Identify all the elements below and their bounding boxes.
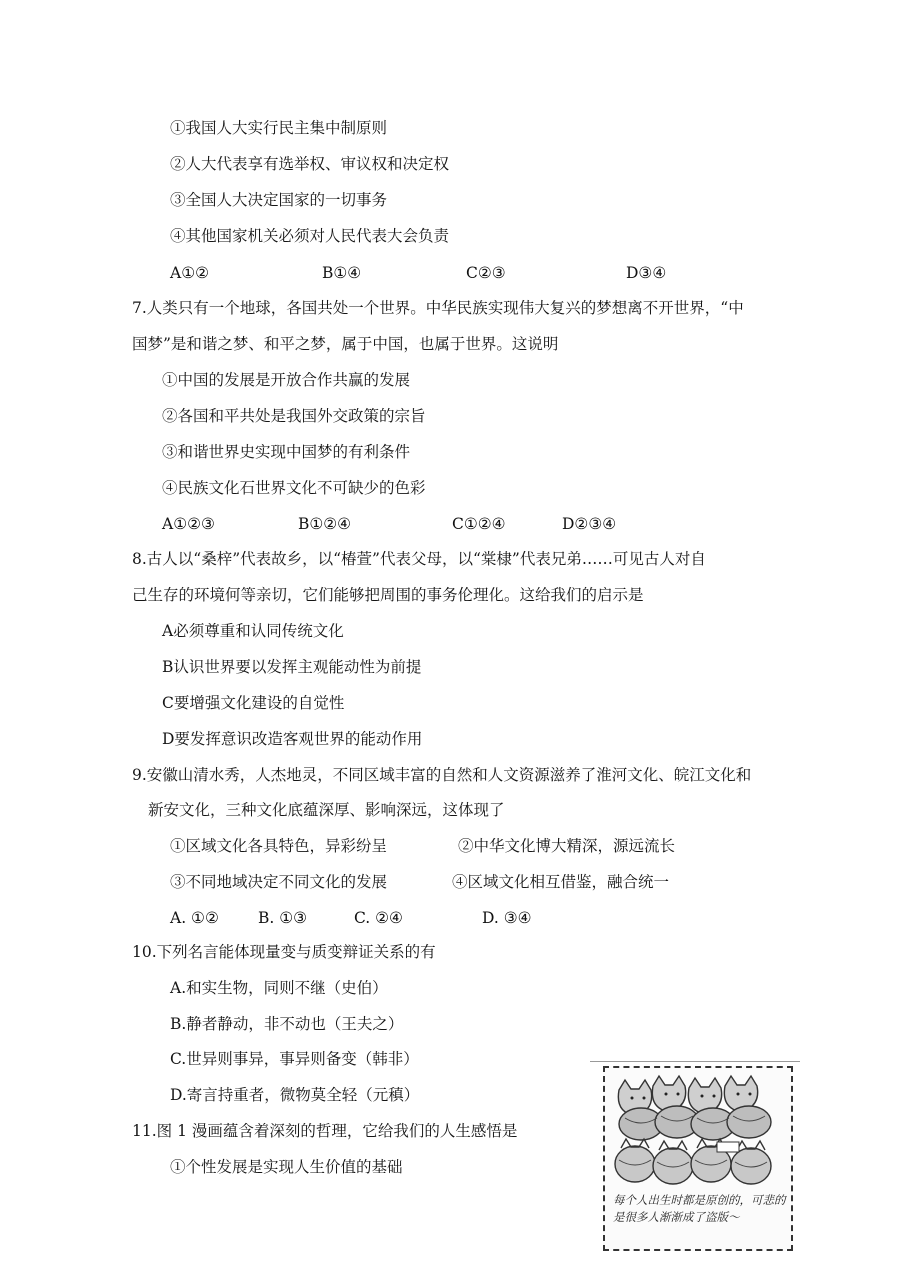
q7-item-3: ③和谐世界史实现中国梦的有利条件 [162, 443, 411, 461]
q6-item-2: ②人大代表享有选举权、审议权和决定权 [170, 155, 450, 173]
q6-options [0, 263, 910, 283]
q8-option-a: A必须尊重和认同传统文化 [162, 622, 344, 640]
q9-option-c: C. ②④ [354, 909, 403, 927]
q7-option-b: B①②④ [298, 515, 352, 533]
q9-item-4: ④区域文化相互借鉴，融合统一 [452, 873, 670, 891]
q7-item-2: ②各国和平共处是我国外交政策的宗旨 [162, 407, 426, 425]
q10-stem: 10.下列名言能体现量变与质变辩证关系的有 [132, 943, 436, 961]
q7-item-1: ①中国的发展是开放合作共赢的发展 [162, 371, 411, 389]
q7-stem-line-2: 国梦”是和谐之梦、和平之梦，属于中国，也属于世界。这说明 [132, 335, 559, 353]
q9-option-b: B. ①③ [258, 909, 308, 927]
q10-option-a: A.和实生物，同则不继（史伯） [170, 979, 388, 997]
cartoon-cats-drawing [605, 1068, 791, 1188]
q11-stem: 11.图 1 漫画蕴含着深刻的哲理，它给我们的人生感悟是 [132, 1122, 518, 1140]
q10-option-c: C.世异则事异，事异则备变（韩非） [170, 1050, 419, 1068]
q10-option-d: D.寄言持重者，微物莫全轻（元稹） [170, 1086, 420, 1104]
q7-stem-line-1: 7.人类只有一个地球，各国共处一个世界。中华民族实现伟大复兴的梦想离不开世界，“中 [132, 299, 744, 317]
q8-stem-line-1: 8.古人以“桑梓”代表故乡，以“椿萱”代表父母，以“棠棣”代表兄弟……可见古人对自 [132, 550, 706, 568]
q9-option-a: A. ①② [170, 909, 219, 927]
q7-options [0, 514, 910, 534]
cartoon-caption: 每个人出生时都是原创的，可悲的是很多人渐渐成了盗版～ [613, 1193, 786, 1224]
q6-item-3: ③全国人大决定国家的一切事务 [170, 191, 388, 209]
q6-option-b: B①④ [322, 264, 362, 282]
q8-option-c: C要增强文化建设的自觉性 [162, 694, 345, 712]
figure-top-rule [590, 1061, 800, 1062]
q9-item-3: ③不同地域决定不同文化的发展 [170, 873, 388, 891]
q11-item-1: ①个性发展是实现人生价值的基础 [170, 1158, 403, 1176]
q9-stem-line-1: 9.安徽山清水秀，人杰地灵，不同区域丰富的自然和人文资源滋养了淮河文化、皖江文化和 [132, 766, 752, 784]
q7-option-c: C①②④ [452, 515, 506, 533]
q9-item-1: ①区域文化各具特色，异彩纷呈 [170, 837, 388, 855]
q6-option-d: D③④ [626, 264, 667, 282]
q9-stem-line-2: 新安文化，三种文化底蕴深厚、影响深远，这体现了 [148, 801, 505, 819]
q6-item-4: ④其他国家机关必须对人民代表大会负责 [170, 227, 450, 245]
q9-option-d: D. ③④ [482, 909, 532, 927]
q8-stem-line-2: 己生存的环境何等亲切，它们能够把周围的事务伦理化。这给我们的启示是 [132, 586, 644, 604]
q7-item-4: ④民族文化石世界文化不可缺少的色彩 [162, 479, 426, 497]
q7-option-a: A①②③ [162, 515, 215, 533]
cartoon-figure [603, 1066, 793, 1251]
q8-option-b: B认识世界要以发挥主观能动性为前提 [162, 658, 422, 676]
q6-option-c: C②③ [466, 264, 506, 282]
q6-item-1: ①我国人大实行民主集中制原则 [170, 119, 388, 137]
q9-item-2: ②中华文化博大精深，源远流长 [458, 837, 676, 855]
q10-option-b: B.静者静动，非不动也（王夫之） [170, 1015, 404, 1033]
q6-option-a: A①② [170, 264, 209, 282]
q9-options [0, 908, 910, 928]
q8-option-d: D要发挥意识改造客观世界的能动作用 [162, 730, 423, 748]
q7-option-d: D②③④ [562, 515, 617, 533]
